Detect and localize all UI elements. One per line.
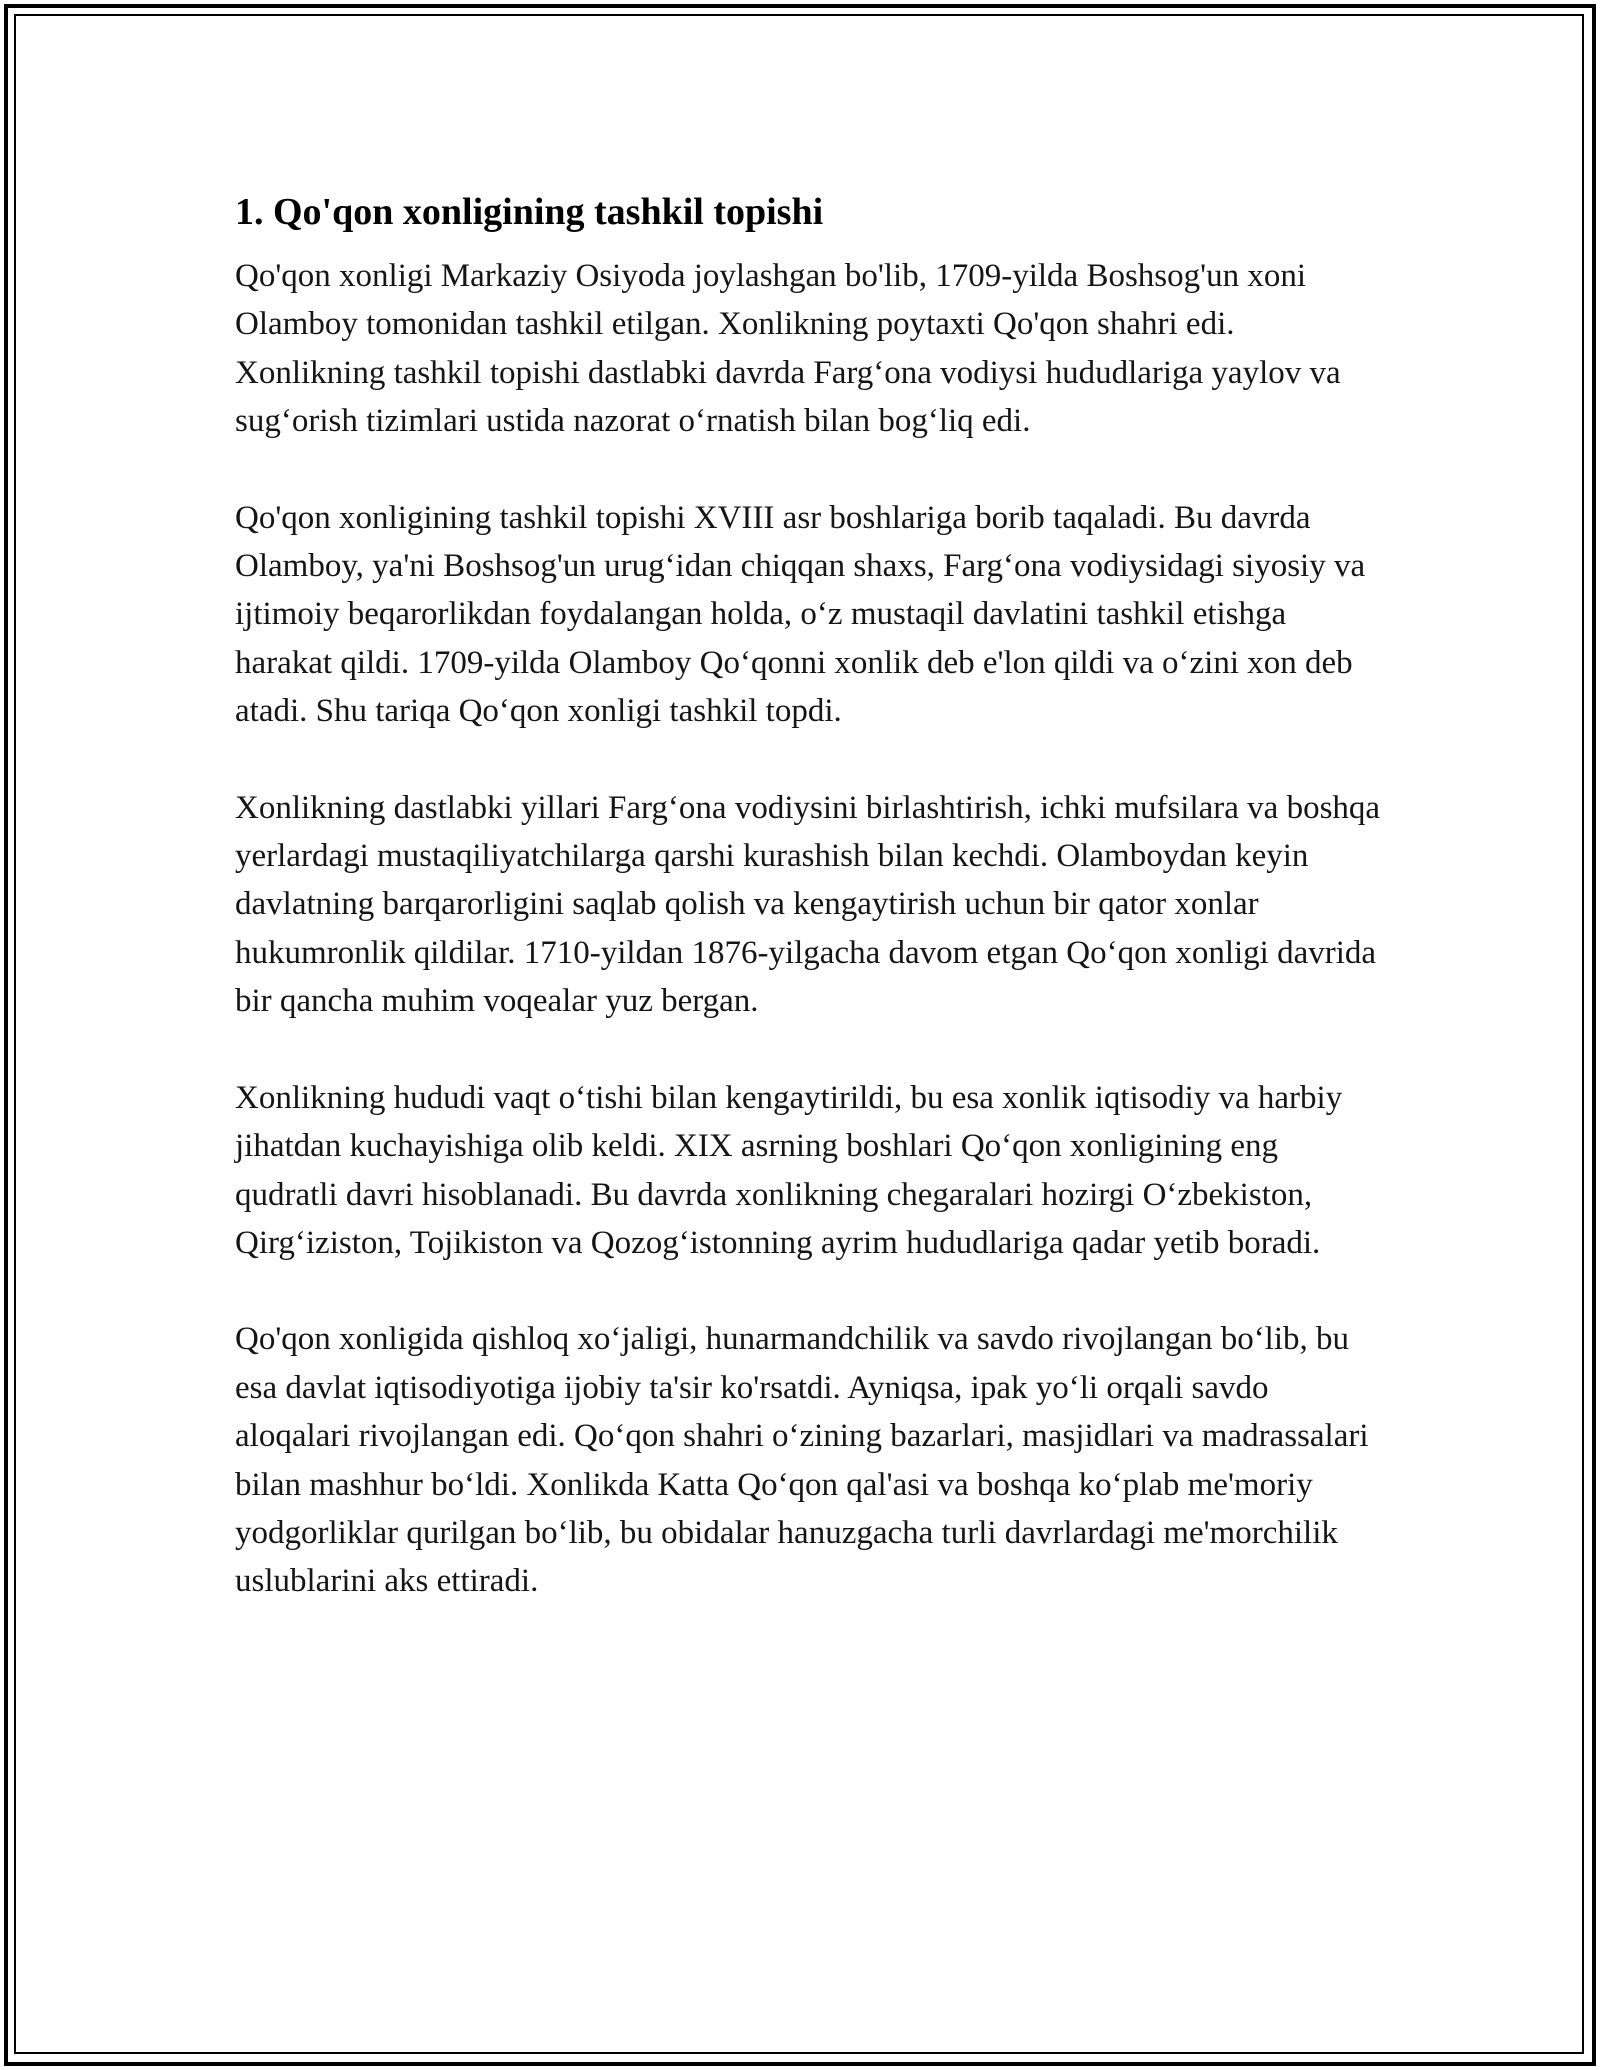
- paragraph-2: Qo'qon xonligining tashkil topishi XVIII asr boshlariga borib taqaladi. Bu davrda Olamboy, ya'ni Boshsog'un urug‘idan chiqqan shaxs, Farg‘ona vodiysidagi siyosiy va ijtimoiy beqarorlikdan foydalangan holda, o‘z mustaqil davlatini tashkil etishga harakat qildi. 1709-yilda Olamboy Qo‘qonni xonlik deb e'lon qildi va o‘zini xon deb atadi. Shu tariqa Qo‘qon xonligi tashkil topdi.: [235, 499, 1366, 730]
- paragraph-1: Qo'qon xonligi Markaziy Osiyoda joylashgan bo'lib, 1709-yilda Boshsog'un xoni Olamboy tomonidan tashkil etilgan. Xonlikning poytaxti Qo'qon shahri edi. Xonlikning tashkil topishi dastlabki davrda Farg‘ona vodiysi hududlariga yaylov va sug‘orish tizimlari ustida nazorat o‘rnatish bilan bog‘liq edi.: [235, 258, 1341, 440]
- document-body: [235, 188, 1385, 1606]
- paragraph-3: Xonlikning dastlabki yillari Farg‘ona vodiysini birlashtirish, ichki mufsilara va boshqa yerlardagi mustaqiliyatchilarga qarshi kurashish bilan kechdi. Olamboydan keyin davlatning barqarorligini saqlab qolish va kengaytirish uchun bir qator xonlar hukumronlik qildilar. 1710-yildan 1876-yilgacha davom etgan Qo‘qon xonligi davrida bir qancha muhim voqealar yuz bergan.: [235, 789, 1381, 1020]
- section-heading: 1. Qo'qon xonligining tashkil topishi: [235, 191, 824, 233]
- paragraph-4: Xonlikning hududi vaqt o‘tishi bilan kengaytirildi, bu esa xonlik iqtisodiy va harbiy jihatdan kuchayishiga olib keldi. XIX asrning boshlari Qo‘qon xonligining eng qudratli davri hisoblanadi. Bu davrda xonlikning chegaralari hozirgi O‘zbekiston, Qirg‘iziston, Tojikiston va Qozog‘istonning ayrim hududlariga qadar yetib boradi.: [235, 1079, 1343, 1261]
- paragraph-5: Qo'qon xonligida qishloq xo‘jaligi, hunarmandchilik va savdo rivojlangan bo‘lib, bu esa davlat iqtisodiyotiga ijobiy ta'sir ko'rsatdi. Ayniqsa, ipak yo‘li orqali savdo aloqalari rivojlangan edi. Qo‘qon shahri o‘zining bazarlari, masjidlari va madrassalari bilan mashhur bo‘ldi. Xonlikda Katta Qo‘qon qal'asi va boshqa ko‘plab me'moriy yodgorliklar qurilgan bo‘lib, bu obidalar hanuzgacha turli davrlardagi me'morchilik uslublarini aks ettiradi.: [235, 1321, 1369, 1600]
